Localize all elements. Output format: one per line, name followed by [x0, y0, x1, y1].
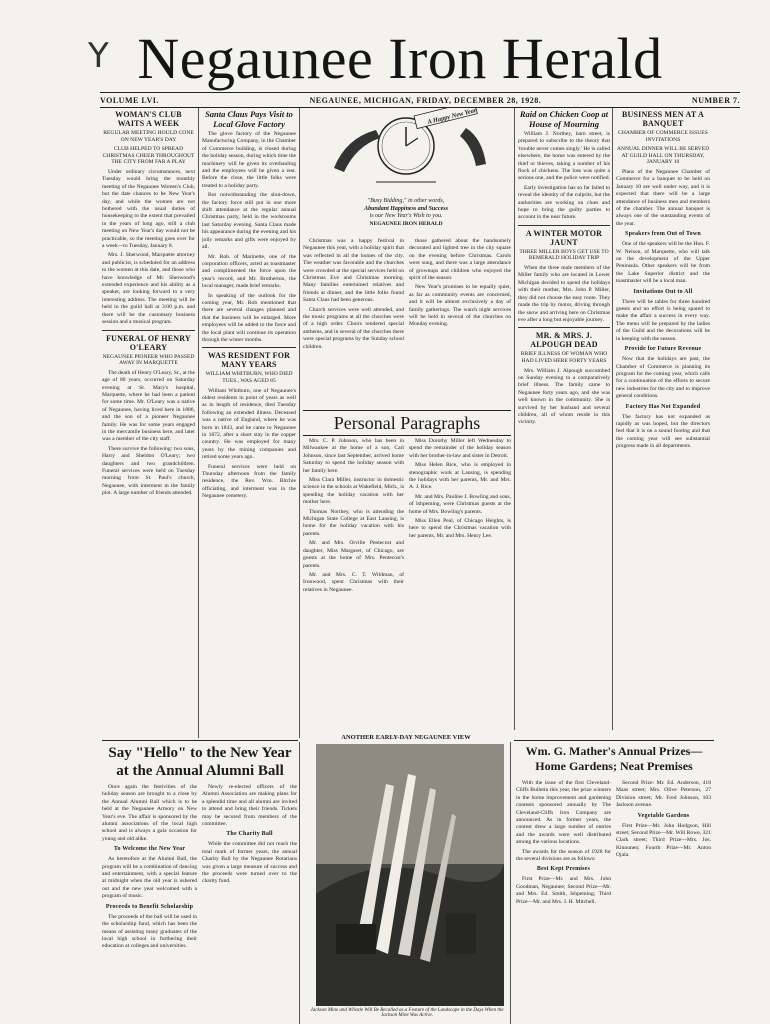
personal-item: Mrs. C. P. Johnson, who has been in Milwaukee at the home of a son, Carl Johnson, since last September, arrived home Saturday to spend the holiday season with her family here. [303, 438, 404, 474]
personal-item: Mr. and Mrs. C. T. Wildman, of Ironwood, spent Christmas with their relatives in Negaunee. [303, 571, 404, 593]
article-text: One of the speakers will be the Hon. F. W. Nelson, of Marquette, who will talk on the development of the Upper Peninsula. Other speakers will be from the Lake Superior district and the toastmaster will be a local man. [616, 241, 710, 285]
article-text: When the three male members of the Miller family who are located in Lower Michigan decided to spend the holidays with their mother, Mrs. John P. Miller, they did not choose the easy route. They made the trip by motor, driving through the snow and arriving here on Christmas eve after a long but enjoyable journey. [518, 265, 610, 323]
divider [514, 740, 714, 741]
article-text: The factory has not expanded as rapidly as was hoped, but the directors feel that it is on a sound footing and that the coming year will see substantial progress made in all departments. [616, 413, 710, 450]
subhead: ANNUAL DINNER WILL BE SERVED AT GUILD HALL ON THURSDAY, JANUARY 10 [616, 146, 710, 166]
column-4 [518, 108, 610, 724]
personal-item: Miss Helen Rice, who is employed in stenographic work at Lansing, is spending the holidays with her parents, Mr. and Mrs. A. J. Rice. [409, 462, 511, 491]
article-text: William Whitburn, one of Negaunee's oldest residents in point of years as well as in length of residence, died Tuesday following an extended illness. Deceased was a native of England, where he was born in 1843, and he came to Negaunee in 1872, after a short stay in the copper country. He was employed for many years by the mining companies and retired some years ago. [202, 387, 296, 461]
subhead: To Welcome the New Year [113, 846, 186, 853]
illustration-caption: "Busy Bidding," in other words, [367, 198, 445, 204]
column-rule [612, 108, 613, 730]
headline-chicken-coop: Raid on Chicken Coop at House of Mourning [519, 109, 609, 129]
subhead: Provide for Future Revenue [624, 346, 702, 353]
headline-line: Wm. G. Mather's Annual Prizes— [525, 744, 703, 758]
subhead: Speakers from Out of Town [625, 231, 701, 238]
headline-santa-claus: Santa Claus Pays Visit to Local Glove Factory [205, 109, 293, 129]
headline-motor-jaunt: A WINTER MOTOR JAUNT [525, 228, 603, 247]
article-text: In speaking of the outlook for the coming year, Mr. Rob mentioned that there are several changes planned and that the business will be enlarged. More employees will be added to the force and the local plant will continue its operation through the winter months. [202, 292, 296, 343]
personal-item: Miss Clara Miller, instructor in domestic science in the schools at Wakefield, Mich., is spending the holiday vacation with her mother here. [303, 477, 404, 506]
illustration-caption: is our New Year's Wish to you. [369, 213, 443, 219]
alumni-column-right [202, 784, 297, 1020]
article-text: As heretofore at the Alumni Ball, the program will be a combination of dancing and entertainment, with a special feature at midnight when the old year is ushered out and the new year welcomed with a program of music. [102, 856, 197, 900]
article-text: There will be tables for three hundred guests and no effort is being spared to make the affair a success in every way. The menu will be prepared by the ladies of the Guild and the decorations will be in keeping with the season. [616, 298, 710, 342]
subhead: REGULAR MEETING HOULD CONE ON NEW YEAR'S DAY [103, 130, 194, 143]
subhead: NEGAUNEE PIONEER WHO PASSED AWAY IN MARQUETTE [102, 353, 195, 367]
headline-line: Say "Hello" to the New Year [108, 745, 292, 761]
personal-item: Miss Dorothy Miller left Wednesday to spend the remainder of the holiday season with her brother-in-law and sister in Detroit. [409, 438, 511, 459]
subhead: Vegetable Gardens [637, 812, 690, 819]
illustration-caption: Abundant Happiness and Success [364, 205, 448, 212]
masthead-title: Negaunee Iron Herald [137, 26, 663, 91]
alumni-column-left [102, 784, 197, 1020]
divider [102, 330, 195, 331]
divider [102, 740, 298, 741]
subhead: Invitations Out to All [633, 288, 693, 295]
column-1 [102, 108, 195, 734]
subhead: BRIEF ILLNESS OF WOMAN WHO HAD LIVED HERE FORTY YEARS [520, 351, 608, 364]
article-text: Mrs. J. Sherwood, Marquette attorney and publicist, is scheduled for an address to the women at this date, and those who have knowledge of Mr. Sherwood's extended experience and his ability as a speaker, are looking forward to a very interesting address. The meeting will be held in the guild hall at 3:00 p.m. and there will be the customary business session and a musical program. [102, 252, 195, 326]
subhead: THREE MILLER BOYS GET USE TO BEMERALD HOLIDAY TRIP [519, 248, 609, 262]
personal-item: Miss Ellen Peal, of Chicago Heights, is here to spend the Christmas vacation with her parents, Mr. and Mrs. Henry Lee. [409, 518, 511, 539]
photo-caption: Jackson Mine and Whistle Will Be Recalled as a Feature of the Landscape in the Days When the Jackson Mine Was Active. [310, 1008, 504, 1018]
article-text: those gathered about the handsomely decorated and lighted tree in the city square on the evening before Christmas. Carols were sung, and there was a large attendance of grownups and children who enjoyed the spirit of the season. [409, 238, 511, 282]
place-date: NEGAUNEE, MICHIGAN, FRIDAY, DECEMBER 28, 1928. [309, 95, 542, 105]
volume-label: VOLUME LVI. [100, 95, 159, 105]
article-text: Church services were well attended, and the music programs at all the churches were of a high order. Choirs rendered special anthems, and in several of the churches there were special programs by the Sunday school children. [303, 306, 404, 350]
personal-column-left [303, 438, 404, 734]
divider [202, 347, 296, 348]
headline-womans-club: WOMAN'S CLUB WAITS A WEEK [115, 110, 182, 128]
subhead: WILLIAM WHITBURN, WHO DIED TUES., WAS AGED 85 [205, 371, 293, 384]
article-text: Christmas was a happy festival in Negaunee this year, with a holiday spirit that was reflected in all the homes of the city. The weather was favorable and the churches were crowded at the special services held on Christmas Eve and Christmas morning. Many families entertained relatives and friends at dinner, and the little folks found Santa Claus had been generous. [303, 238, 404, 304]
article-text: Newly re-elected officers of the Alumni Association are making plans for a splendid time and all alumni are invited to attend and bring their friends. Tickets may be secured from members of the committee. [202, 784, 297, 828]
subhead: Proceeds to Benefit Scholarship [105, 903, 194, 910]
dateline [100, 92, 740, 108]
headline-banquet: BUSINESS MEN AT A BANQUET [621, 110, 705, 128]
alumni-ball-headline [102, 744, 298, 780]
article-text: There survive the following: two sons, Harry and Sheldon O'Leary; two daughters and two grandchildren. Funeral services were held on Tuesday morning from St. Paul's church, Negaunee, with interment in the family plot. A large number of friends attended. [102, 445, 195, 497]
subhead: CLUB HELPED TO SPREAD CHRISTMAS CHEER THROUGHOUT THE CITY FROM FAR A PLAY [102, 146, 195, 166]
personal-paragraphs-title: Personal Paragraphs [303, 410, 511, 436]
personal-column-right [409, 438, 511, 734]
article-text: But notwithstanding the shut-down, the factory force still put in one more shift attendance at the regular annual Christmas party, held in the workrooms last Saturday evening. Santa Claus made his appearance during the evening and his jolly remarks and gifts were enjoyed by all. [202, 192, 296, 251]
mather-column-right [616, 780, 711, 1020]
handwritten-mark: Y [88, 36, 109, 76]
headline-line: at the Annual Alumni Ball [116, 763, 284, 779]
new-year-illustration [306, 108, 506, 230]
personal-item: Thomas Northey, who is attending the Michigan State College at East Lansing, is home for the holiday vacation with his parents. [303, 508, 404, 537]
clock-drawing [306, 108, 506, 200]
headline-resident: WAS RESIDENT FOR MANY YEARS [207, 351, 291, 370]
early-day-negaunee-photo [316, 744, 504, 1006]
article-text: Once again the festivities of the holiday season are brought to a close by the Annual Alumni Ball which is to be held at the Negaunee Armory on New Year's eve. The affair is sponsored by the alumni associations of the local high school and is always a gala occasion for young and old alike. [102, 784, 197, 842]
subhead: Factory Has Not Expanded [625, 403, 701, 410]
column-2 [202, 108, 296, 734]
headline-funeral: FUNERAL OF HENRY O'LEARY [106, 333, 191, 352]
column-rule [514, 108, 515, 730]
photo-title: ANOTHER EARLY-DAY NEGAUNEE VIEW [341, 734, 471, 741]
article-text: The awards for the season of 1928 for the several divisions are as follows: [516, 848, 611, 863]
article-text: Now that the holidays are past, the Chamber of Commerce is planning its program for the coming year, which calls for a continuation of the efforts to secure new industries for the city and to improve general conditions. [616, 356, 710, 400]
center-article-right [409, 238, 511, 406]
subhead: CHAMBER OF COMMERCE ISSUES INVITATIONS [618, 130, 708, 143]
article-text: The death of Henry O'Leary, Sr., at the age of 80 years, occurred on Saturday evening at St. Mary's hospital, Marquette, where he had been a patient for some time. Mr. O'Leary was a native of Negaunee, having lived here in 1886, and the son of a pioneer Negaunee family. He was for some years engaged in the mercantile business here, and later was a member of the city staff. [102, 369, 195, 443]
article-text: First Prize—Mr. John Hodgson, Hill street; Second Prize—Mr. Will Rowe, 321 Clark street; Third Prize—Mrs. Jos. Kinnunen; Fourth Prize—Mr. Anton Ojala. [616, 822, 711, 859]
mather-headline [514, 744, 714, 774]
column-rule [299, 108, 300, 738]
mather-column-left [516, 780, 611, 1020]
article-text: New Year's promises to be equally quiet, as far as community events are concerned, and it will be almost exclusively a day of family gatherings. The watch night services will be held in several of the churches on Monday evening. [409, 284, 511, 328]
article-text: First Prize—Mr. and Mrs. John Goodman, Negaunee; Second Prize—Mr. and Mrs. Ed. Smith, Ishpeming; Third Prize—Mr. and Mrs. J. H. Mitchell. [516, 876, 611, 905]
column-rule [299, 742, 300, 1024]
article-text: While the committee did not reach the total mark of former years, the annual Charity Ball by the Negaunee Rotarians was given a large measure of success and the proceeds were turned over to the charity fund. [202, 841, 297, 885]
illustration-banner: A Happy New Year [426, 107, 478, 126]
headline-line: Home Gardens; Neat Premises [535, 759, 693, 773]
article-text: Second Prize: Mr. Ed. Anderson, 418 Maas street; Mrs. Olive Peterson, 27 Division street; Mr. Fred Johnson, 103 Jackson avenue. [616, 780, 711, 809]
divider [518, 225, 610, 226]
article-text: Plans of the Negaunee Chamber of Commerce for a banquet to be held on January 10 are well under way, and it is expected that there will be a large attendance of business men and members of the chamber. The annual banquet is always one of the outstanding events of the year. [616, 168, 710, 227]
article-text: Early investigation has so far failed to reveal the identity of the culprits, but the authorities are working on clues and hope to bring the guilty parties to account in the near future. [518, 184, 610, 221]
personal-item: Mr. and Mrs. Orville Pentecost and daughter, Miss Margaret, of Chicago, are guests at the home of Mrs. Pentecost's parents. [303, 540, 404, 569]
column-rule [198, 108, 199, 738]
article-text: With the issue of the first Cleveland-Cliffs Bulletin this year, the prize winners in the home improvement and gardening contests sponsored annually by The Cleveland-Cliffs Iron Company are announced. As in former years, the contest drew a large number of entries and the awards were well distributed among the various locations. [516, 780, 611, 846]
column-rule [510, 742, 511, 1024]
issue-number: NUMBER 7. [691, 95, 740, 105]
article-text: The glove factory of the Negaunee Manufacturing Company, in the Chamber of Commerce building, is closed during the holiday season, during which time the machinery will be given its overhauling and the employees will be given a rest. Before the close, the little folks were treated to a holiday party. [202, 131, 296, 189]
article-text: The proceeds of the ball will be used in the scholarship fund, which has been the means of assisting many graduates of the local high school in furthering their education at colleges and universities. [102, 913, 197, 950]
article-text: William J. Northey, barn street, is prepared to subscribe to the theory that 'trouble never comes singly.' He is called elsewhere, the home was entered by the thief or thieves, taking a number of his flock of chickens. The loss was quite a serious one, and the police were notified. [518, 131, 610, 182]
subhead: The Charity Ball [226, 831, 273, 838]
divider [518, 327, 610, 328]
article-text: Mrs. William J. Alpough succumbed on Sunday evening to a comparatively brief illness. The family came to Negaunee forty years ago, and she was well known in the community. She is survived by her husband and several children, all of whom reside in this vicinity. [518, 367, 610, 426]
headline-alpough: MR. & MRS. J. ALPOUGH DEAD [530, 331, 598, 350]
personal-item: Mr. and Mrs. Pauline J. Bowling and sons, of Ishpeming, were Christmas guests at the home of Mrs. Bowling's parents. [409, 493, 511, 515]
illustration-signature: NEGAUNEE IRON HERALD [369, 220, 443, 227]
article-text: Mr. Rob. of Marinette, one of the corporation officers, acted as toastmaster and complimented the force upon the year's record, and Mr. Brotherton, the local manager, made brief remarks. [202, 253, 296, 290]
column-5 [616, 108, 710, 724]
center-article-left [303, 238, 404, 406]
subhead: Best Kept Premises [536, 866, 591, 873]
article-text: Under ordinary circumstances, next Tuesday would bring the monthly meeting of the Negaunee Women's Club, but the date chances to be New Year's day, and while the women are not bothered with the usual duties of housekeeping to the extent that prevailed in the years of long ago, still a club meeting on New Year's day would not be practicable, so the meeting goes over for a week—to Tuesday, January 8. [102, 168, 195, 250]
article-text: Funeral services were held on Thursday afternoon from the family residence, the Rev. Wm. Ritchie officiating, and interment was in the Negaunee cemetery. [202, 463, 296, 500]
